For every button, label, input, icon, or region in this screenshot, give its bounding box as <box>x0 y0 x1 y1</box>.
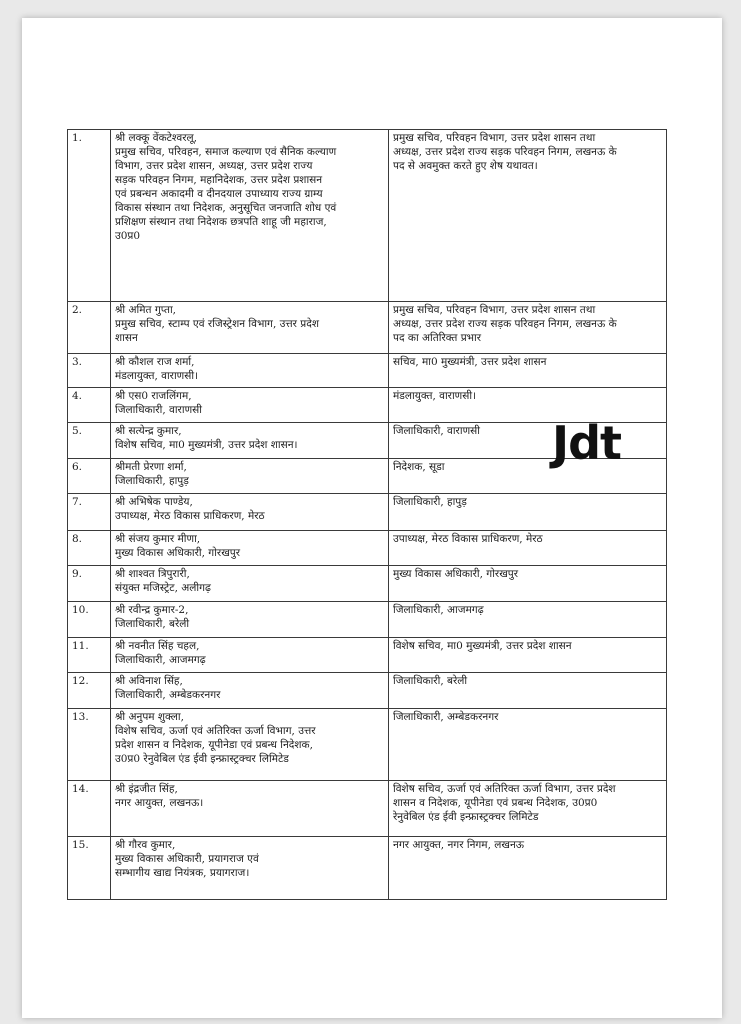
new-posting <box>389 837 667 900</box>
posting-text-line: जिलाधिकारी, बरेली <box>393 675 468 688</box>
table-row <box>68 602 667 637</box>
new-posting <box>389 566 667 602</box>
watermark-text: Jdt <box>552 416 622 470</box>
table-row <box>68 566 667 602</box>
officer-current-post <box>111 673 389 708</box>
table-row <box>68 837 667 900</box>
transfer-table <box>67 129 667 900</box>
officer-text-line: श्रीमती प्रेरणा शर्मा, <box>115 460 187 473</box>
officer-current-post <box>111 130 389 302</box>
officer-text-line: विशेष सचिव, मा0 मुख्यमंत्री, उत्तर प्रदेश शासन। <box>115 439 298 452</box>
table-row <box>68 780 667 837</box>
table-row <box>68 130 667 302</box>
posting-text-line: जिलाधिकारी, आजमगढ़ <box>393 604 484 617</box>
serial-number: 1. <box>68 130 111 302</box>
document-page <box>22 18 722 1018</box>
officer-text-line: प्रशिक्षण संस्थान तथा निदेशक छत्रपति शाहू जी महाराज, <box>115 216 327 228</box>
new-posting <box>389 708 667 780</box>
serial-number: 6. <box>68 458 111 493</box>
posting-text-line: विशेष सचिव, मा0 मुख्यमंत्री, उत्तर प्रदेश शासन <box>393 639 572 652</box>
serial-number: 4. <box>68 387 111 422</box>
officer-text-line: श्री गौरव कुमार, <box>115 839 176 852</box>
posting-text-line: जिलाधिकारी, अम्बेडकरनगर <box>393 710 499 723</box>
posting-text-line: जिलाधिकारी, वाराणसी <box>393 425 480 438</box>
posting-text-line: रेनुवेबिल एंड ईवी इन्फ्रास्ट्रक्चर लिमिटेड <box>393 810 539 823</box>
officer-text-line: विभाग, उत्तर प्रदेश शासन, अध्यक्ष, उत्तर प्रदेश राज्य <box>115 160 313 172</box>
transfer-table-body <box>68 130 667 900</box>
new-posting <box>389 423 667 458</box>
officer-text-line: श्री अमित गुप्ता, <box>115 304 177 316</box>
officer-current-post <box>111 708 389 780</box>
serial-number: 7. <box>68 494 111 530</box>
officer-text-line: उ0प्र0 रेनुवेबिल एंड ईवी इन्फ्रास्ट्रक्चर लिमिटेड <box>115 752 289 765</box>
serial-number: 11. <box>68 637 111 672</box>
posting-text-line: अध्यक्ष, उत्तर प्रदेश राज्य सड़क परिवहन निगम, लखनऊ के <box>393 318 617 330</box>
officer-text-line: प्रदेश शासन व निदेशक, यूपीनेडा एवं प्रबन्ध निदेशक, <box>115 738 313 751</box>
officer-text-line: विशेष सचिव, ऊर्जा एवं अतिरिक्त ऊर्जा विभाग, उत्तर <box>115 724 316 737</box>
posting-text-line: प्रमुख सचिव, परिवहन विभाग, उत्तर प्रदेश शासन तथा <box>393 132 596 144</box>
table-row <box>68 530 667 565</box>
serial-number: 10. <box>68 602 111 637</box>
new-posting <box>389 780 667 837</box>
officer-text-line: श्री रवीन्द्र कुमार-2, <box>115 604 189 617</box>
officer-current-post <box>111 780 389 837</box>
new-posting <box>389 494 667 530</box>
officer-text-line: प्रमुख सचिव, परिवहन, समाज कल्याण एवं सैनिक कल्याण <box>115 146 337 158</box>
officer-text-line: मुख्य विकास अधिकारी, प्रयागराज एवं <box>115 853 259 866</box>
officer-text-line: जिलाधिकारी, वाराणसी <box>115 403 202 416</box>
officer-current-post <box>111 353 389 387</box>
officer-text-line: श्री संजय कुमार मीणा, <box>115 532 201 545</box>
serial-number: 12. <box>68 673 111 708</box>
officer-text-line: नगर आयुक्त, लखनऊ। <box>115 796 204 809</box>
posting-text-line: प्रमुख सचिव, परिवहन विभाग, उत्तर प्रदेश शासन तथा <box>393 304 596 316</box>
officer-current-post <box>111 530 389 565</box>
serial-number: 15. <box>68 837 111 900</box>
posting-text-line: मुख्य विकास अधिकारी, गोरखपुर <box>393 568 519 581</box>
new-posting <box>389 673 667 708</box>
officer-text-line: श्री एस0 राजलिंगम, <box>115 389 192 402</box>
officer-text-line: एवं प्रबन्धन अकादमी व दीनदयाल उपाध्याय राज्य ग्राम्य <box>115 188 323 200</box>
posting-text-line: नगर आयुक्त, नगर निगम, लखनऊ <box>393 839 525 852</box>
officer-text-line: सड़क परिवहन निगम, महानिदेशक, उत्तर प्रदेश प्रशासन <box>115 174 323 186</box>
officer-current-post <box>111 837 389 900</box>
officer-current-post <box>111 302 389 354</box>
posting-text-line: पद से अवमुक्त करते हुए शेष यथावत। <box>393 160 538 172</box>
officer-text-line: श्री नवनीत सिंह चहल, <box>115 639 200 652</box>
officer-text-line: मंडलायुक्त, वाराणसी। <box>115 369 199 382</box>
posting-text-line: विशेष सचिव, ऊर्जा एवं अतिरिक्त ऊर्जा विभाग, उत्तर प्रदेश <box>393 782 616 795</box>
officer-current-post <box>111 458 389 493</box>
officer-text-line: श्री कौशल राज शर्मा, <box>115 355 195 368</box>
officer-text-line: श्री सत्येन्द्र कुमार, <box>115 425 182 438</box>
officer-text-line: शासन <box>115 332 138 344</box>
posting-text-line: सचिव, मा0 मुख्यमंत्री, उत्तर प्रदेश शासन <box>393 355 547 368</box>
officer-text-line: मुख्य विकास अधिकारी, गोरखपुर <box>115 546 241 559</box>
new-posting <box>389 353 667 387</box>
posting-text-line: पद का अतिरिक्त प्रभार <box>393 332 482 344</box>
posting-text-line: अध्यक्ष, उत्तर प्रदेश राज्य सड़क परिवहन निगम, लखनऊ के <box>393 146 617 158</box>
posting-text-line: जिलाधिकारी, हापुड़ <box>393 496 467 509</box>
officer-text-line: श्री इंद्रजीत सिंह, <box>115 782 178 795</box>
new-posting <box>389 302 667 354</box>
officer-text-line: उपाध्यक्ष, मेरठ विकास प्राधिकरण, मेरठ <box>115 510 265 523</box>
officer-text-line: संयुक्त मजिस्ट्रेट, अलीगढ़ <box>115 582 211 595</box>
officer-current-post <box>111 602 389 637</box>
officer-text-line: जिलाधिकारी, आजमगढ़ <box>115 653 206 666</box>
serial-number: 3. <box>68 353 111 387</box>
serial-number: 8. <box>68 530 111 565</box>
posting-text-line: निदेशक, सूडा <box>393 460 445 473</box>
new-posting <box>389 530 667 565</box>
officer-current-post <box>111 566 389 602</box>
new-posting <box>389 602 667 637</box>
officer-text-line: श्री शाश्वत त्रिपुरारी, <box>115 568 190 581</box>
table-row <box>68 637 667 672</box>
officer-text-line: श्री अविनाश सिंह, <box>115 675 183 688</box>
officer-text-line: सम्भागीय खाद्य नियंत्रक, प्रयागराज। <box>115 867 250 880</box>
table-row <box>68 673 667 708</box>
new-posting <box>389 130 667 302</box>
officer-current-post <box>111 637 389 672</box>
new-posting <box>389 387 667 422</box>
posting-text-line: शासन व निदेशक, यूपीनेडा एवं प्रबन्ध निदेशक, उ0प्र0 <box>393 796 598 809</box>
officer-text-line: श्री लक्कू वेंकटेश्वरलू, <box>115 132 197 144</box>
posting-text-line: उपाध्यक्ष, मेरठ विकास प्राधिकरण, मेरठ <box>393 532 543 545</box>
new-posting <box>389 458 667 493</box>
officer-text-line: जिलाधिकारी, अम्बेडकरनगर <box>115 689 221 702</box>
posting-text-line: मंडलायुक्त, वाराणसी। <box>393 389 477 402</box>
officer-text-line: विकास संस्थान तथा निदेशक, अनुसूचित जनजाति शोध एवं <box>115 202 337 214</box>
officer-current-post <box>111 423 389 458</box>
serial-number: 9. <box>68 566 111 602</box>
officer-text-line: श्री अनुपम शुक्ला, <box>115 710 184 723</box>
officer-text-line: उ0प्र0 <box>115 230 141 242</box>
table-row <box>68 302 667 354</box>
serial-number: 2. <box>68 302 111 354</box>
officer-text-line: जिलाधिकारी, बरेली <box>115 618 190 631</box>
officer-text-line: श्री अभिषेक पाण्डेय, <box>115 496 193 509</box>
table-row <box>68 353 667 387</box>
serial-number: 5. <box>68 423 111 458</box>
table-row <box>68 708 667 780</box>
table-row <box>68 494 667 530</box>
officer-text-line: प्रमुख सचिव, स्टाम्प एवं रजिस्ट्रेशन विभाग, उत्तर प्रदेश <box>115 318 319 330</box>
officer-current-post <box>111 494 389 530</box>
officer-text-line: जिलाधिकारी, हापुड़ <box>115 474 189 487</box>
serial-number: 13. <box>68 708 111 780</box>
new-posting <box>389 637 667 672</box>
officer-current-post <box>111 387 389 422</box>
serial-number: 14. <box>68 780 111 837</box>
